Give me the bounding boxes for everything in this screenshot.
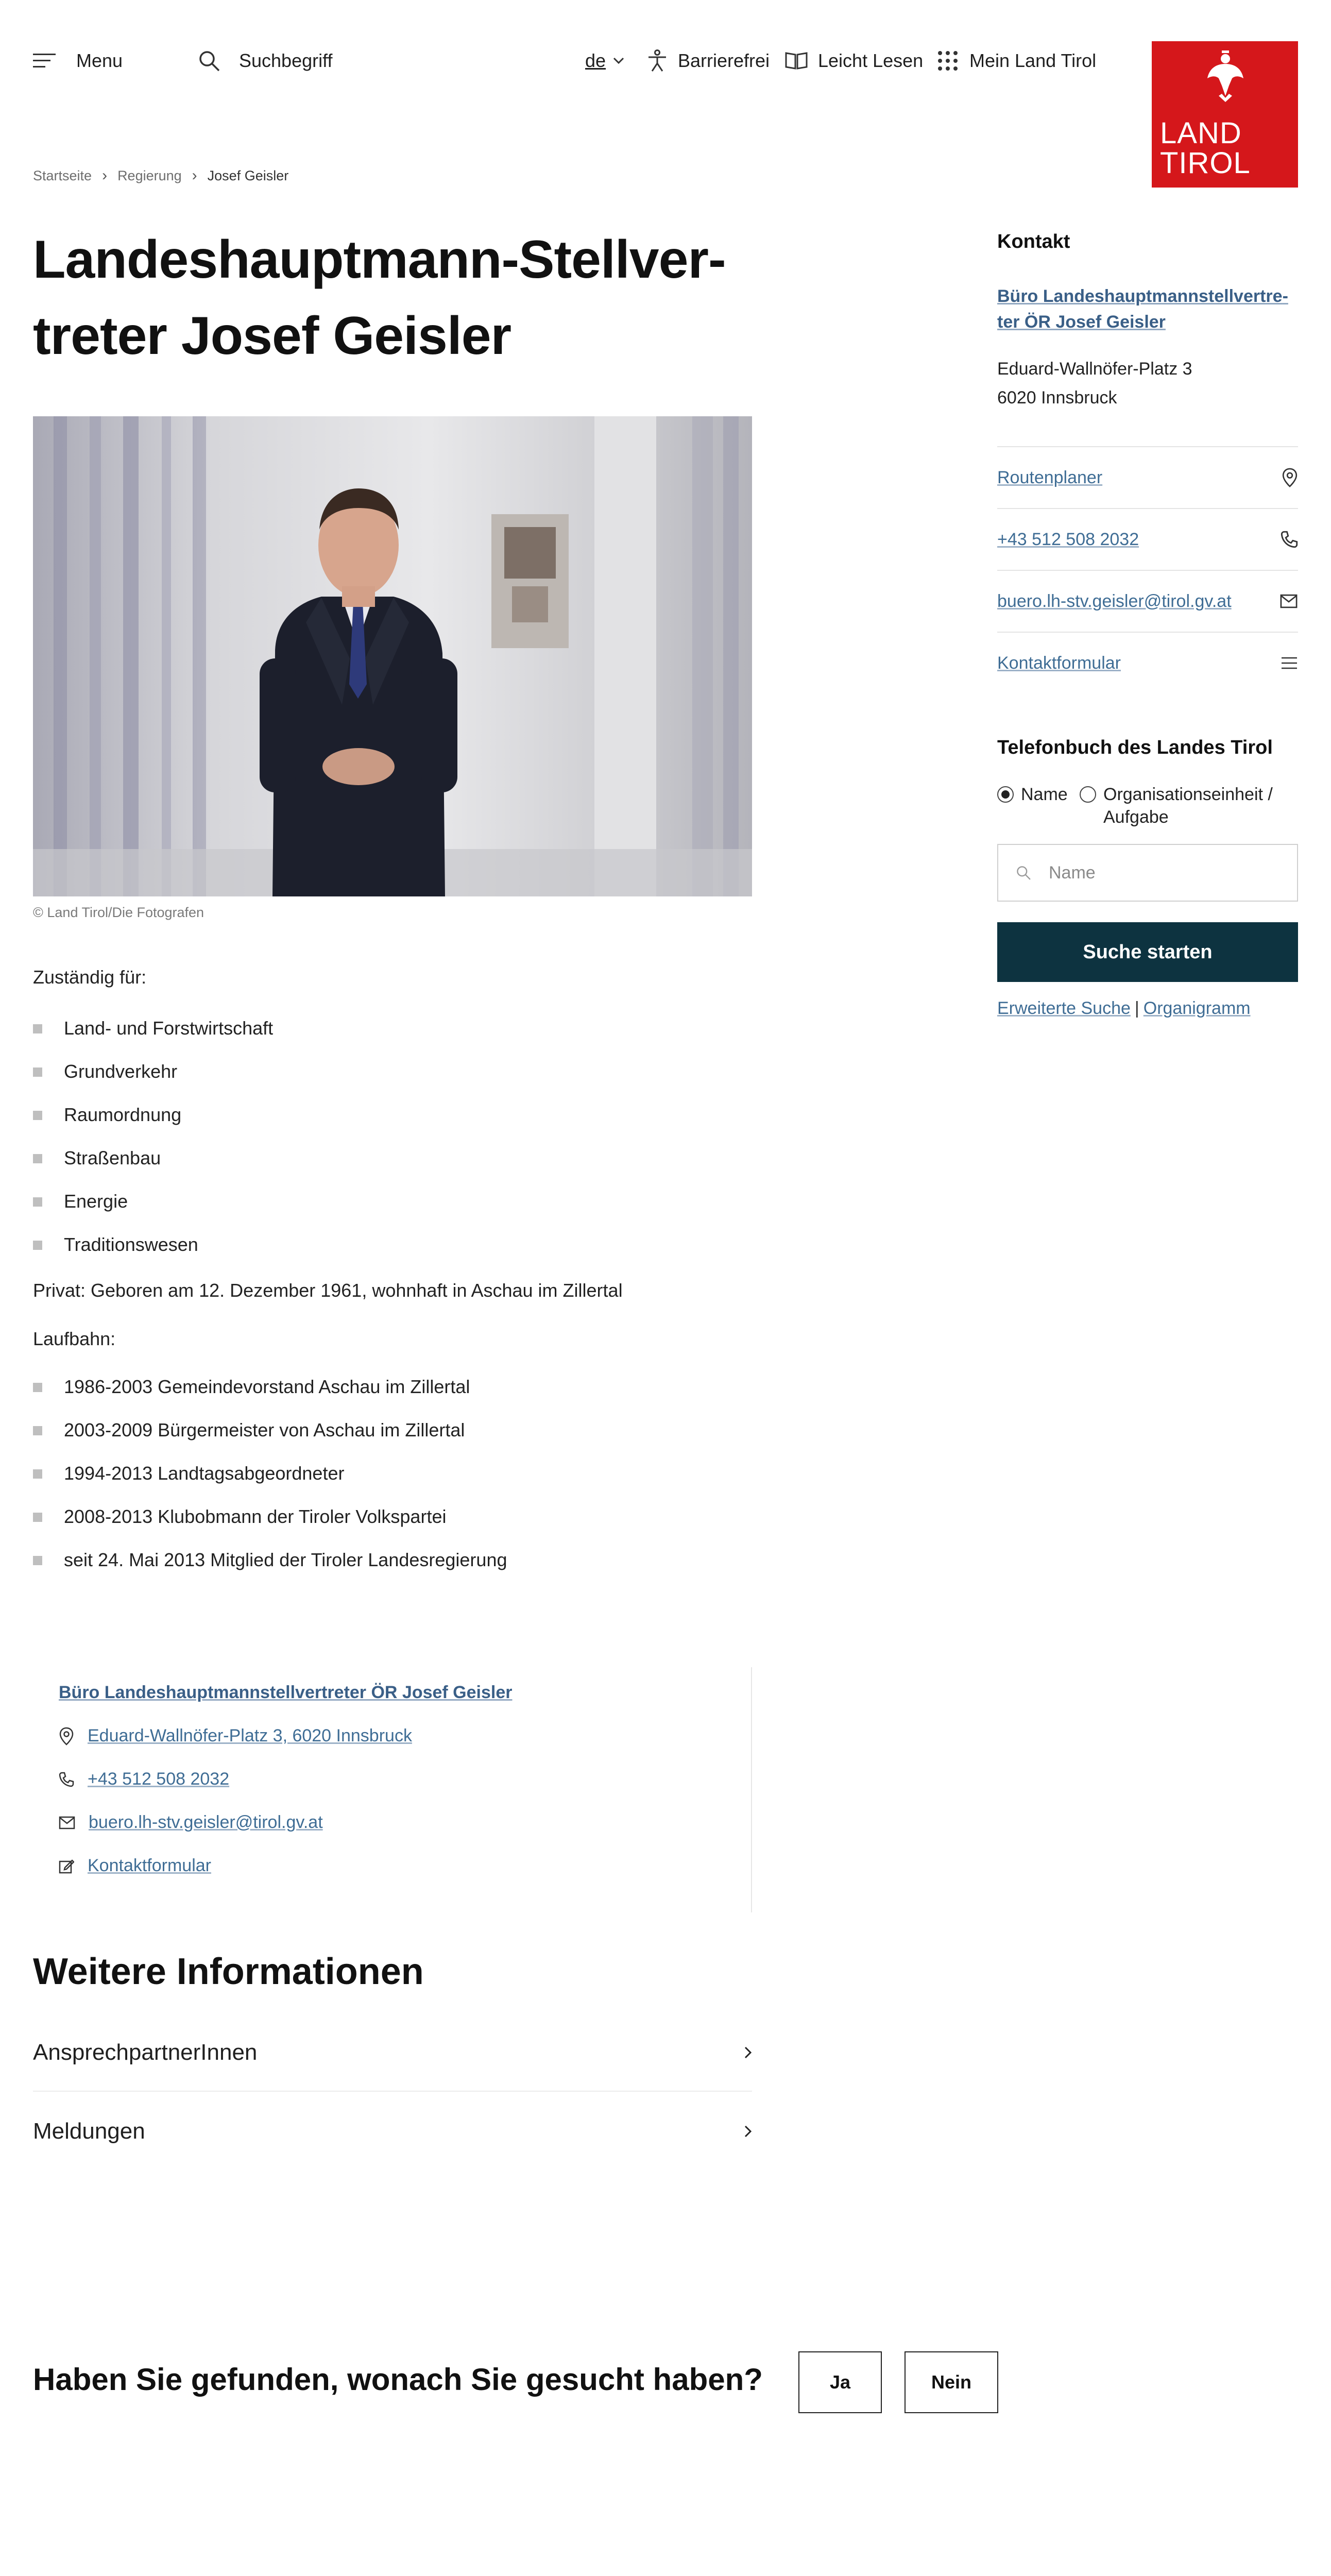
sidebar-contact-heading: Kontakt [997, 231, 1070, 252]
office-title-link[interactable]: Büro Landeshauptmannstellvertreter ÖR Josef Geisler [59, 1683, 513, 1702]
sidebar-contact-form-label: Kontaktformular [997, 653, 1121, 673]
list-item: Straßenbau [33, 1137, 273, 1180]
sidebar-email-label: buero.lh-stv.geisler@tirol.gv.at [997, 591, 1232, 611]
search-icon [1016, 865, 1031, 880]
accordion-label: AnsprechpartnerInnen [33, 2040, 258, 2065]
photo-credit: © Land Tirol/Die Fotografen [33, 905, 204, 920]
sidebar-phone[interactable] [997, 508, 1298, 570]
accordion-news[interactable] [33, 2093, 752, 2170]
grid-icon [937, 50, 958, 71]
phone-icon [1281, 531, 1298, 548]
responsibility-list-viewport [33, 1007, 754, 1254]
accordion-contacts[interactable] [33, 2014, 752, 2092]
responsibility-list [33, 1007, 273, 1254]
radio-organisation-label: Organisationseinheit / Aufgabe [1103, 785, 1273, 827]
sidebar-route-planner[interactable] [997, 446, 1298, 508]
search-icon [198, 49, 220, 72]
office-contact-form-link[interactable] [59, 1856, 211, 1876]
radio-organisation[interactable] [1080, 783, 1296, 828]
list-item: Grundverkehr [33, 1050, 273, 1093]
map-pin-icon [1282, 467, 1298, 488]
office-address-text: Eduard-Wallnöfer-Platz 3, 6020 Innsbruck [88, 1726, 412, 1745]
edit-icon [59, 1858, 74, 1874]
menu-button[interactable] [33, 45, 123, 76]
phone-icon [59, 1772, 74, 1787]
eagle-icon [1206, 48, 1244, 106]
radio-checked-icon [997, 786, 1014, 803]
accordion-label: Meldungen [33, 2119, 145, 2144]
list-item: Energie [33, 1180, 273, 1223]
book-icon [785, 52, 808, 70]
list-item: 2003-2009 Bürgermeister von Aschau im Zillertal [33, 1409, 507, 1452]
breadcrumb-regierung[interactable]: Regierung [117, 167, 182, 183]
phonebook-name-input[interactable] [1049, 863, 1275, 883]
land-tirol-logo[interactable] [1152, 41, 1298, 188]
accessibility-icon [647, 49, 668, 72]
office-phone-link[interactable] [59, 1769, 229, 1789]
chevron-down-icon [613, 57, 624, 64]
sidebar-email[interactable] [997, 570, 1298, 632]
breadcrumb-separator-icon: › [102, 167, 108, 184]
hamburger-icon [33, 53, 56, 69]
office-phone-text: +43 512 508 2032 [88, 1769, 230, 1789]
language-select[interactable] [585, 45, 624, 76]
phonebook-heading: Telefonbuch des Landes Tirol [997, 737, 1273, 758]
feedback-no-button[interactable]: Nein [905, 2351, 998, 2413]
phonebook-name-field [997, 844, 1298, 902]
responsibility-label: Zuständig für: [33, 967, 147, 988]
office-contact-form-text: Kontaktformular [88, 1856, 211, 1875]
extended-search-link[interactable]: Erweiterte Suche [997, 998, 1131, 1018]
phonebook-links [997, 998, 1251, 1019]
easy-read-label: Leicht Lesen [818, 50, 924, 71]
breadcrumb-home[interactable]: Startseite [33, 167, 92, 183]
list-item: Raumordnung [33, 1093, 273, 1137]
list-item: 1986-2003 Gemeindevorstand Aschau im Zillertal [33, 1365, 507, 1409]
office-email-text: buero.lh-stv.geisler@tirol.gv.at [89, 1812, 323, 1832]
breadcrumb [33, 167, 288, 184]
mail-icon [59, 1816, 75, 1829]
list-item: 1994-2013 Landtagsabgeordneter [33, 1452, 507, 1495]
feedback-question: Haben Sie gefunden, wonach Sie gesucht haben? [33, 2362, 763, 2397]
list-item: Traditionswesen [33, 1223, 273, 1254]
language-value: de [585, 50, 606, 71]
office-contact-box [33, 1667, 752, 1912]
logo-text: LAND TIROL [1160, 116, 1251, 180]
mail-icon [1279, 594, 1298, 608]
career-label: Laufbahn: [33, 1328, 116, 1349]
accessibility-label: Barrierefrei [678, 50, 770, 71]
office-address-link[interactable] [59, 1726, 412, 1746]
search-button[interactable] [198, 45, 332, 76]
sidebar-phone-label: +43 512 508 2032 [997, 529, 1139, 549]
chevron-right-icon [744, 2046, 752, 2059]
breadcrumb-current: Josef Geisler [207, 167, 289, 183]
sidebar-address-line: Eduard-Wallnöfer-Platz 3 [997, 359, 1192, 379]
accessibility-link[interactable] [647, 45, 770, 76]
sidebar-office-link[interactable]: Büro Landeshauptmannstellvertreter ÖR Josef Geisler [997, 286, 1288, 332]
phonebook-search-button[interactable]: Suche starten [997, 922, 1298, 982]
radio-name-label: Name [1021, 785, 1068, 804]
breadcrumb-separator-icon: › [192, 167, 197, 184]
career-list [33, 1365, 507, 1582]
list-item: seit 24. Mai 2013 Mitglied der Tiroler Landesregierung [33, 1538, 507, 1582]
mein-land-tirol-label: Mein Land Tirol [969, 50, 1097, 71]
link-separator: | [1134, 998, 1139, 1018]
search-label: Suchbegriff [239, 50, 333, 71]
sidebar-route-label: Routenplaner [997, 467, 1103, 487]
mein-land-tirol-link[interactable] [937, 45, 1096, 76]
page-title: Landeshauptmann-Stellvertreter Josef Geisler [33, 230, 726, 366]
sidebar-contact-form[interactable] [997, 632, 1298, 693]
portrait-photo [33, 416, 752, 896]
list-item: Land- und Forstwirtschaft [33, 1007, 273, 1050]
radio-name[interactable] [997, 783, 1068, 806]
sidebar-address [997, 354, 1192, 412]
list-item: 2008-2013 Klubobmann der Tiroler Volkspartei [33, 1495, 507, 1538]
menu-label: Menu [76, 50, 123, 71]
office-email-link[interactable] [59, 1812, 323, 1833]
chevron-right-icon [744, 2125, 752, 2138]
more-info-heading: Weitere Informationen [33, 1951, 424, 1992]
radio-unchecked-icon [1080, 786, 1096, 803]
easy-read-link[interactable] [785, 45, 923, 76]
map-pin-icon [59, 1727, 74, 1745]
private-info: Privat: Geboren am 12. Dezember 1961, wohnhaft in Aschau im Zillertal [33, 1280, 623, 1301]
organigram-link[interactable]: Organigramm [1143, 998, 1251, 1018]
list-icon [1281, 656, 1298, 670]
sidebar-address-line: 6020 Innsbruck [997, 388, 1117, 408]
feedback-yes-button[interactable]: Ja [798, 2351, 882, 2413]
